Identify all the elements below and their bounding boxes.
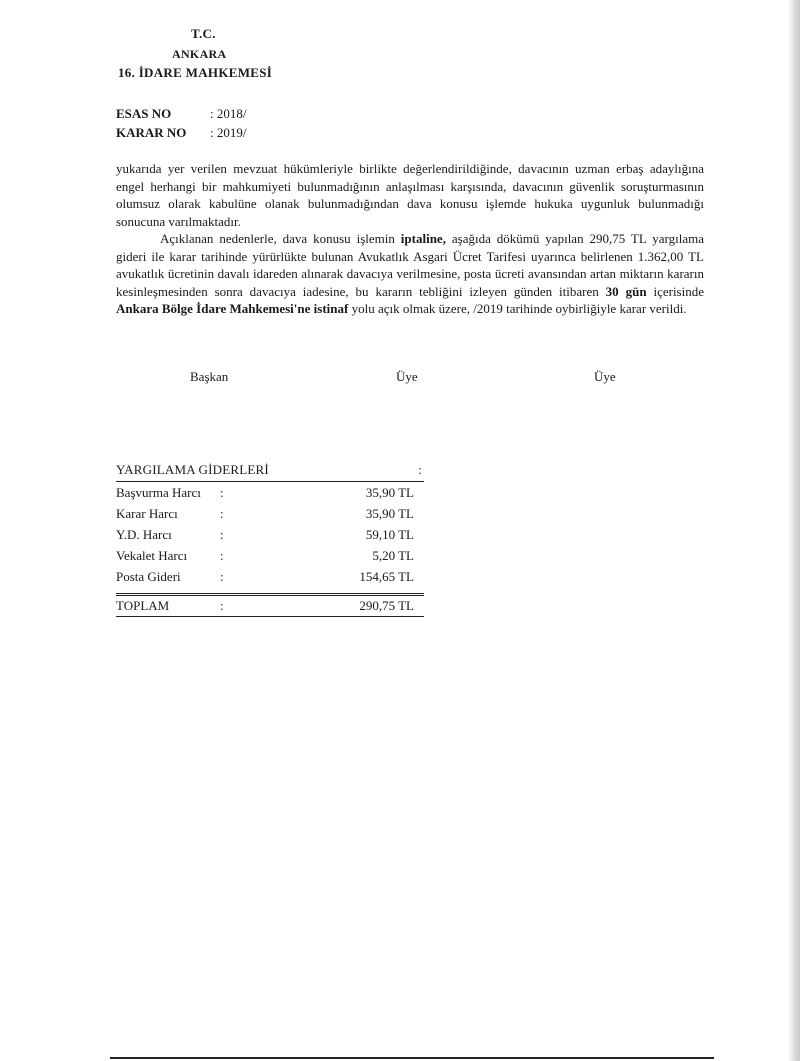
total-label: TOPLAM xyxy=(116,598,170,613)
costs-title-colon: : xyxy=(418,462,422,477)
paragraph-verdict xyxy=(116,230,704,318)
costs-title-row xyxy=(116,462,424,482)
page-edge-shadow xyxy=(788,0,800,1061)
verdict-text-a: Açıklanan nedenlerle, dava konusu işlemin xyxy=(160,231,401,246)
table-row xyxy=(116,524,424,545)
cost-label: Vekalet Harcı xyxy=(116,548,188,563)
total-row xyxy=(116,596,424,617)
costs-table xyxy=(116,462,424,617)
karar-no-label: KARAR NO xyxy=(116,125,187,140)
table-row xyxy=(116,503,424,524)
cost-label: Başvurma Harcı xyxy=(116,485,201,500)
cost-amount: 59,10 TL xyxy=(365,527,414,542)
total-amount: 290,75 TL xyxy=(359,598,414,613)
cost-colon: : xyxy=(220,485,224,500)
signature-president: Başkan xyxy=(190,369,229,384)
karar-no-row xyxy=(116,125,246,141)
esas-no-label: ESAS NO xyxy=(116,106,172,121)
total-colon: : xyxy=(220,598,224,613)
cost-colon: : xyxy=(220,548,224,563)
verdict-iptal: iptaline, xyxy=(400,231,446,246)
costs-title: YARGILAMA GİDERLERİ xyxy=(116,462,269,477)
footer-divider xyxy=(110,1057,714,1059)
cost-colon: : xyxy=(220,569,224,584)
verdict-text-c: aşağıda dökümü yapılan 290,75 TL yargılama gideri ile karar tarihinde yürürlükte bulunan Avukatlık Asgari Ücret Tarifesi uyarınca belirlenen 1.362,00 TL avukatlık ücretinin davalı idareden alınarak davacıya verilmesine, posta ücreti avansından artan miktarın kararın kesinleşmesinden sonra davacıya iadesine, bu kararın tebliğini izleyen günden itibaren xyxy=(116,231,704,299)
cost-amount: 35,90 TL xyxy=(365,485,414,500)
cost-amount: 5,20 TL xyxy=(372,548,414,563)
cost-label: Karar Harcı xyxy=(116,506,178,521)
signature-member-2: Üye xyxy=(594,369,616,384)
cost-label: Y.D. Harcı xyxy=(116,527,172,542)
esas-no-value: : 2018/ xyxy=(210,106,247,121)
header-tc: T.C. xyxy=(191,26,216,41)
cost-amount: 35,90 TL xyxy=(365,506,414,521)
table-row xyxy=(116,482,424,503)
cost-label: Posta Gideri xyxy=(116,569,181,584)
cost-colon: : xyxy=(220,527,224,542)
verdict-appeal-court: Ankara Bölge İdare Mahkemesi'ne istinaf xyxy=(116,301,349,316)
esas-no-row xyxy=(116,106,246,122)
verdict-text-g: yolu açık olmak üzere, /2019 tarihinde oybirliğiyle karar verildi. xyxy=(348,301,687,316)
header-city: ANKARA xyxy=(172,47,227,61)
signature-member-1: Üye xyxy=(396,369,418,384)
cost-amount: 154,65 TL xyxy=(359,569,414,584)
verdict-text-e: içerisinde xyxy=(646,283,704,299)
verdict-deadline: 30 gün xyxy=(605,283,647,299)
table-row xyxy=(116,566,424,587)
karar-no-value: : 2019/ xyxy=(210,125,247,140)
header-court: 16. İDARE MAHKEMESİ xyxy=(118,65,273,80)
decision-text xyxy=(116,160,704,318)
cost-colon: : xyxy=(220,506,224,521)
paragraph-reasoning: yukarıda yer verilen mevzuat hükümleriyle birlikte değerlendirildiğinde, davacının uzman erbaş adaylığına engel herhangi bir mahkumiyeti bulunmadığının anlaşılması karşısında, davacının güvenlik soruşturmasının olumsuz olarak kabulüne olanak bulunmadığından dava konusu işlemde hukuka uygunluk bulunmadığı sonucuna varılmaktadır. xyxy=(116,161,704,229)
table-row xyxy=(116,545,424,566)
